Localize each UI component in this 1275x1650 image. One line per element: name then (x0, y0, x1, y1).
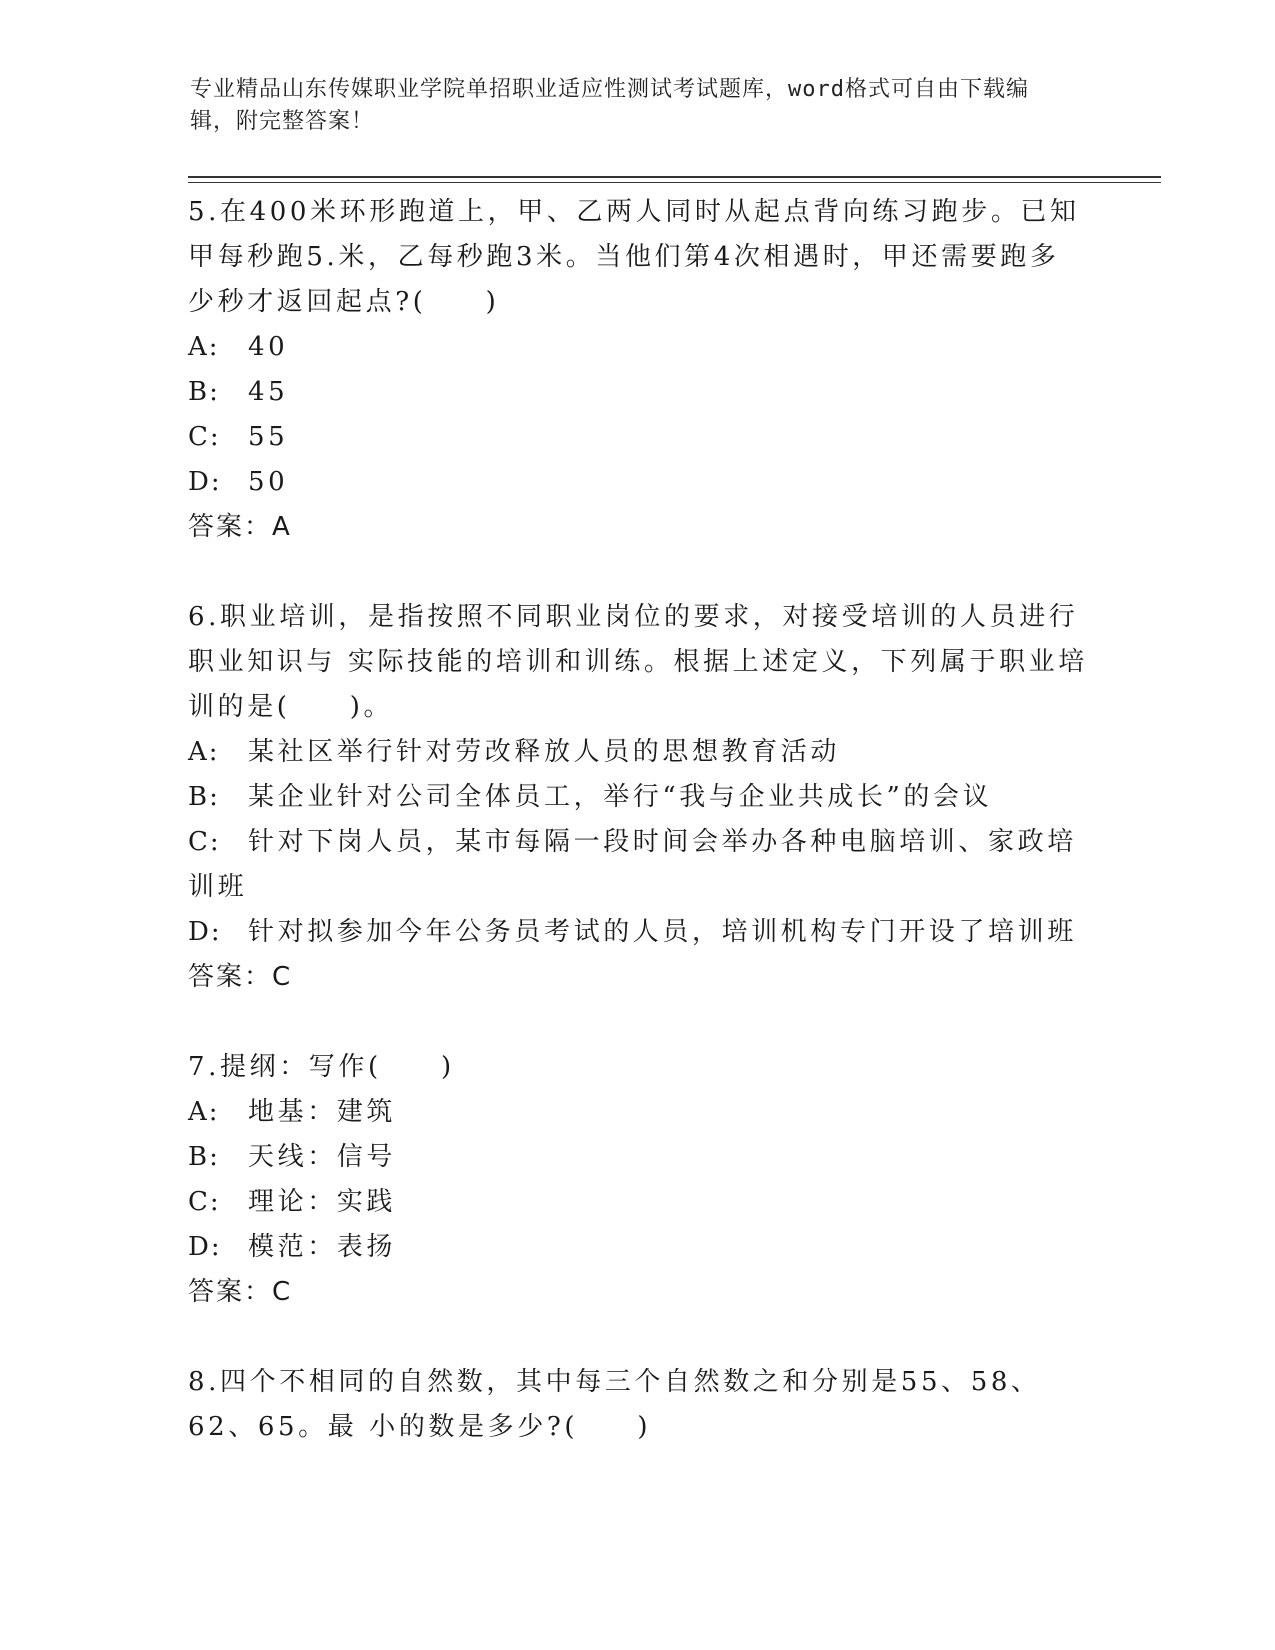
option-text: 40 (248, 332, 289, 362)
option-key: B: (188, 782, 220, 812)
header-divider-thin (188, 182, 1161, 183)
spacer (188, 1315, 1088, 1360)
option-key: C: (188, 422, 221, 452)
answer-label: 答案：C (188, 1277, 293, 1307)
option-key: A: (188, 332, 220, 362)
question-6 (188, 595, 1088, 1000)
option-a (188, 325, 1088, 370)
option-a (188, 730, 1088, 775)
option-c (188, 1180, 1088, 1225)
question-text: 7.提纲：写作( ) (188, 1052, 455, 1082)
option-c (188, 415, 1088, 460)
option-key: D: (188, 467, 222, 497)
option-text: 地基：建筑 (248, 1097, 397, 1127)
question-list (188, 190, 1088, 1450)
option-text: 天线：信号 (248, 1142, 397, 1172)
question-text: 6.职业培训，是指按照不同职业岗位的要求，对接受培训的人员进行职业知识与 实际技能的培训和训练。根据上述定义，下列属于职业培训的是( )。 (188, 602, 1088, 722)
spacer (188, 550, 1088, 595)
answer-label: 答案：C (188, 962, 293, 992)
answer-label: 答案：A (188, 512, 292, 542)
option-text: 某企业针对公司全体员工，举行“我与企业共成长”的会议 (248, 782, 993, 812)
question-8 (188, 1360, 1088, 1450)
spacer (188, 1000, 1088, 1045)
option-d (188, 460, 1088, 505)
option-text: 理论：实践 (248, 1187, 397, 1217)
option-b (188, 370, 1088, 415)
option-key: C: (188, 1187, 221, 1217)
header-divider-thick (188, 176, 1161, 178)
option-text: 针对拟参加今年公务员考试的人员，培训机构专门开设了培训班 (248, 917, 1077, 947)
question-7 (188, 1045, 1088, 1315)
option-key: A: (188, 1097, 220, 1127)
question-text: 8.四个不相同的自然数，其中每三个自然数之和分别是55、58、62、65。最 小的数是多少?( ) (188, 1367, 1041, 1442)
option-key: B: (188, 377, 220, 407)
option-b (188, 1135, 1088, 1180)
option-key: B: (188, 1142, 220, 1172)
option-text: 某社区举行针对劳改释放人员的思想教育活动 (248, 737, 841, 767)
question-5 (188, 190, 1088, 550)
option-text: 55 (248, 422, 289, 452)
question-text: 5.在400米环形跑道上，甲、乙两人同时从起点背向练习跑步。已知甲每秒跑5.米，乙每秒跑3米。当他们第4次相遇时，甲还需要跑多少秒才返回起点?( ) (188, 197, 1080, 317)
option-text: 针对下岗人员，某市每隔一段时间会举办各种电脑培训、家政培训班 (188, 827, 1077, 902)
option-key: C: (188, 827, 221, 857)
option-d (188, 1225, 1088, 1270)
option-text: 50 (248, 467, 289, 497)
option-key: D: (188, 917, 222, 947)
option-key: A: (188, 737, 220, 767)
option-b (188, 775, 1088, 820)
option-d (188, 910, 1088, 955)
option-a (188, 1090, 1088, 1135)
option-text: 模范：表扬 (248, 1232, 397, 1262)
option-key: D: (188, 1232, 222, 1262)
option-text: 45 (248, 377, 289, 407)
option-c (188, 820, 1088, 910)
document-header: 专业精品山东传媒职业学院单招职业适应性测试考试题库，word格式可自由下载编辑，附完整答案！ (190, 77, 1029, 134)
